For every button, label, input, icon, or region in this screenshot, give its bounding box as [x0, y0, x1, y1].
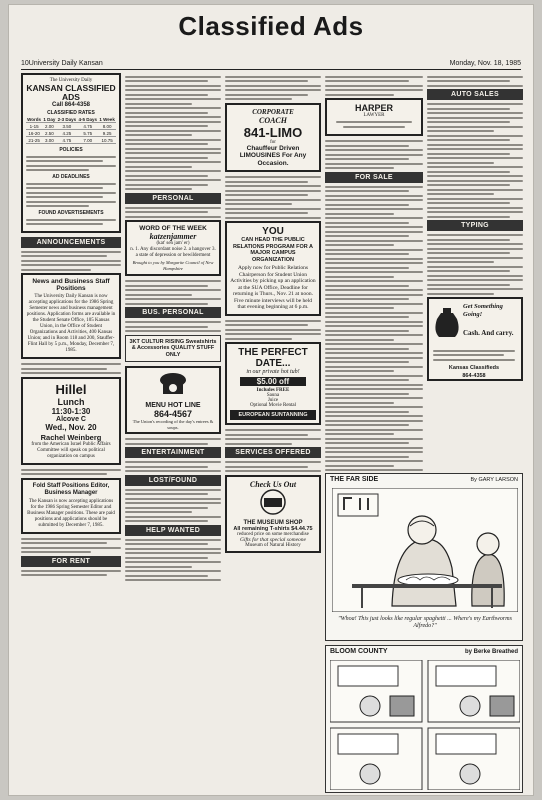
help-wanted-header: HELP WANTED	[125, 525, 221, 536]
harper-title: LAWYER	[363, 113, 385, 118]
pr-you-title: YOU	[262, 226, 284, 237]
paper-name: University Daily Kansan	[28, 60, 103, 67]
fold-staff-box	[21, 478, 121, 534]
limo-body: Chauffeur Driven LIMOUSINES For Any Occasion.	[239, 144, 307, 167]
personal-header: PERSONAL	[125, 193, 221, 204]
perfect-date-includes: Includes FREE	[256, 388, 290, 393]
hillel-box	[21, 377, 121, 465]
wotw-pronunciation: (kat' sen jam' er)	[156, 241, 190, 246]
rates-cell: 9.25	[98, 130, 116, 137]
services-header: SERVICES OFFERED	[225, 447, 321, 458]
culture-ad	[125, 335, 221, 363]
rates-cell: 3.00	[42, 137, 56, 144]
announcements-header: ANNOUNCEMENTS	[21, 237, 121, 248]
announcements-text	[21, 251, 121, 271]
rates-cell: 4.75	[77, 123, 98, 130]
hillel-speaker: Rachel Weinberg	[40, 432, 102, 442]
masthead	[21, 11, 521, 65]
news-staff-title: News and Business Staff Positions	[32, 278, 110, 292]
hillel-event: Lunch	[57, 396, 85, 407]
for-rent-text	[21, 570, 121, 577]
rates-row	[26, 123, 116, 130]
rates-header-big: KANSAN CLASSIFIED ADS	[26, 83, 116, 102]
harper-name: HARPER	[354, 103, 393, 113]
museum-sale: All remaining T-shirts $4.44.75	[233, 525, 313, 532]
rates-box	[21, 73, 121, 233]
rates-cell: Words	[27, 116, 42, 122]
hillel-subtitle: from the American Israel Public Affairs Committee will speak on political organization on campus	[31, 441, 111, 459]
classified-lines-9	[225, 320, 321, 340]
pr-chair-ad	[225, 221, 321, 316]
chef-icon	[153, 371, 193, 397]
hillel-date: Wed., Nov. 20	[45, 422, 97, 432]
rates-table	[26, 116, 116, 144]
for-sale-text	[325, 186, 423, 499]
limo-phone: 841-LIMO	[243, 124, 303, 140]
hotline-phone: 864-4567	[153, 409, 193, 419]
cash-bank-name: Kansas Classifieds	[448, 365, 500, 371]
limo-coach: COACH	[258, 115, 287, 125]
pr-detail: Apply now for Public Relations Chairperson for Student Union Activities by picking up an application at the SUA Office, Deadline for returning is Thurs., Nov. 21 at noon. Five minute interviews will be held that evening beginning at 6 p.m.	[230, 265, 316, 310]
classified-lines-4	[125, 76, 221, 191]
classified-lines-11	[325, 76, 423, 96]
services-text	[225, 461, 321, 472]
limo-ad	[225, 103, 321, 173]
perfect-date-price: $5.00 off	[240, 377, 306, 386]
rates-header-small: The University Daily	[49, 78, 93, 83]
policies-text	[26, 156, 116, 172]
far-side-author: By GARY LARSON	[470, 477, 518, 483]
limo-corporate: CORPORATE	[252, 107, 294, 116]
page-title: Classified Ads	[178, 11, 364, 41]
bloom-county-comic	[325, 645, 523, 793]
museum-shop-ad	[225, 475, 321, 554]
rates-cell: 5.75	[77, 130, 98, 137]
classified-lines-6	[125, 438, 221, 445]
found-ads-title: FOUND ADVERTISEMENTS	[38, 210, 104, 216]
perfect-date-subtitle: in our private hot tub!	[246, 369, 300, 375]
museum-gifts: Gifts for that special someone	[240, 537, 306, 543]
wotw-word: katzenjammer	[149, 232, 197, 241]
bloom-county-title: BLOOM COUNTY	[330, 648, 388, 655]
cash-ad-text	[433, 347, 515, 363]
museum-reduced: reduced price on some merchandise	[237, 532, 309, 537]
fold-staff-title: Fold Staff Positions Editor, Business Manager	[32, 482, 110, 496]
typing-header: TYPING	[427, 220, 523, 231]
menu-hotline-box	[125, 366, 221, 434]
far-side-comic	[325, 473, 523, 641]
found-ads-text	[26, 219, 116, 226]
classified-lines-8	[225, 176, 321, 219]
museum-shop-name: THE MUSEUM SHOP	[243, 519, 303, 526]
lost-found-text	[125, 489, 221, 523]
news-staff-body: The University Daily Kansan is now accepting applications for the 1986 Spring Semester news and business management positions. Application forms are available in the Student Senate Office, 105 Kansas Union, in the Office of Student Organizations and Activities, 400 Kansas Union; and in Room 118 and 200, Stauffer-Flint Hall by 5 p.m., Monday, December 7, 1985.	[26, 294, 116, 353]
column-3	[225, 73, 321, 793]
rates-cell: 8.00	[98, 123, 116, 130]
perfect-date-ad	[225, 342, 321, 425]
for-sale-header: FOR SALE	[325, 172, 423, 183]
culture-ad-text: 3KT CULTUR RISING Sweatshirts & Accessories QUALITY STUFF ONLY	[129, 338, 217, 358]
rates-phone: Call 864-4358	[51, 102, 91, 108]
cash-phone: 864-4358	[462, 373, 486, 379]
rates-cell: 4-5 Days	[78, 116, 98, 122]
classified-lines-13	[427, 76, 523, 87]
deadlines-text	[26, 183, 116, 208]
rates-cell: 2-3 Days	[57, 116, 77, 122]
perfect-date-item-1: Sauna	[266, 393, 280, 398]
column-1	[21, 73, 121, 793]
cash-get-something: Get Something Going!	[463, 303, 503, 318]
classified-lines-10	[225, 429, 321, 445]
perfect-date-item-3: Optional Movie Rental	[249, 403, 297, 408]
bus-personal-header: BUS. PERSONAL	[125, 307, 221, 318]
bus-personal-text	[125, 321, 221, 332]
rates-cell: 3.50	[56, 123, 77, 130]
entertainment-header: ENTERTAINMENT	[125, 447, 221, 458]
policies-title: POLICIES	[59, 147, 83, 153]
lost-found-header: LOST/FOUND	[125, 475, 221, 486]
word-of-week-box	[125, 220, 221, 276]
issue-date: Monday, Nov. 18, 1985	[449, 60, 521, 67]
column-2	[125, 73, 221, 793]
newspaper-page	[8, 4, 534, 796]
museum-place: Museum of Natural History	[245, 543, 301, 548]
rates-row	[26, 130, 116, 137]
classified-lines-5	[125, 280, 221, 305]
museum-logo-icon	[250, 489, 296, 515]
rates-cell: 16-20	[26, 130, 42, 137]
classified-lines-3	[21, 538, 121, 554]
perfect-date-brand: EUROPEAN SUNTANNING	[230, 410, 316, 420]
wotw-title: WORD OF THE WEEK	[139, 225, 207, 232]
classified-lines-2	[21, 469, 121, 476]
bloom-county-strip	[330, 660, 520, 790]
ad-deadlines-title: AD DEADLINES	[52, 174, 90, 180]
cash-carry-ad	[427, 297, 523, 381]
wotw-definition: n. 1. Any discordant noise 2. a hangover 3. a state of depression or bewilderment	[130, 247, 216, 258]
pr-headline: CAN HEAD THE PUBLIC RELATIONS PROGRAM FOR A MAJOR CAMPUS ORGANIZATION	[232, 237, 314, 263]
rates-cell: 1-15	[26, 123, 42, 130]
rates-cell: 4.25	[56, 130, 77, 137]
for-rent-header: FOR RENT	[21, 556, 121, 567]
hotline-subtitle: The Union's recording of the day's entrees & soups.	[132, 419, 214, 430]
rates-cell: 4.75	[56, 137, 77, 144]
far-side-title: THE FAR SIDE	[330, 476, 379, 483]
cash-and-carry: Cash. And carry.	[463, 329, 514, 337]
personal-text	[125, 207, 221, 218]
typing-text	[427, 234, 523, 295]
rates-title: CLASSIFIED RATES	[47, 110, 95, 116]
rates-cell: 2.00	[42, 123, 56, 130]
far-side-illustration	[332, 488, 518, 612]
rates-cell: 21-25	[26, 137, 42, 144]
classified-lines-1	[21, 363, 121, 374]
auto-sales-text	[427, 103, 523, 218]
perfect-date-item-2: Juice	[267, 398, 279, 403]
limo-for: for	[270, 139, 276, 145]
help-wanted-text	[125, 539, 221, 582]
harper-lawyer-ad	[325, 98, 423, 136]
auto-sales-header: AUTO SALES	[427, 89, 523, 100]
rates-cell: 7.00	[77, 137, 98, 144]
wotw-credit: Brought to you by Margarite Council of New Hampshire	[132, 260, 214, 271]
fold-staff-body: The Kansan is now accepting applications for the 1986 Spring Semester Editor and Business Manager positions. These are paid positions and applications should be submitted by December 7, 1985.	[27, 498, 115, 528]
rates-cell: 10.75	[98, 137, 116, 144]
classified-lines-12	[325, 140, 423, 169]
museum-check-us-out: Check Us Out	[249, 479, 297, 489]
perfect-date-title: THE PERFECT DATE...	[238, 347, 308, 369]
far-side-caption: "Whoa! This just looks like regular spaghetti ... Where's my Earthworms Alfredo?"	[338, 616, 512, 629]
entertainment-text	[125, 461, 221, 472]
classified-lines-7	[225, 76, 321, 101]
folio-bar	[21, 60, 521, 70]
hillel-title: Hillel	[55, 381, 87, 397]
rates-cell: 1 Week	[99, 116, 115, 122]
bloom-county-author: by Berke Breathed	[464, 649, 518, 655]
money-bag-icon	[433, 305, 461, 341]
rates-cell: 1 Day	[43, 116, 56, 122]
hillel-place: Alcove C	[56, 415, 86, 423]
hotline-title: MENU HOT LINE	[145, 402, 201, 409]
rates-row	[26, 137, 116, 144]
page-number: 10	[21, 60, 29, 67]
hillel-time: 11:30-1:30	[51, 406, 91, 416]
news-staff-box	[21, 273, 121, 359]
rates-cell: 2.50	[42, 130, 56, 137]
